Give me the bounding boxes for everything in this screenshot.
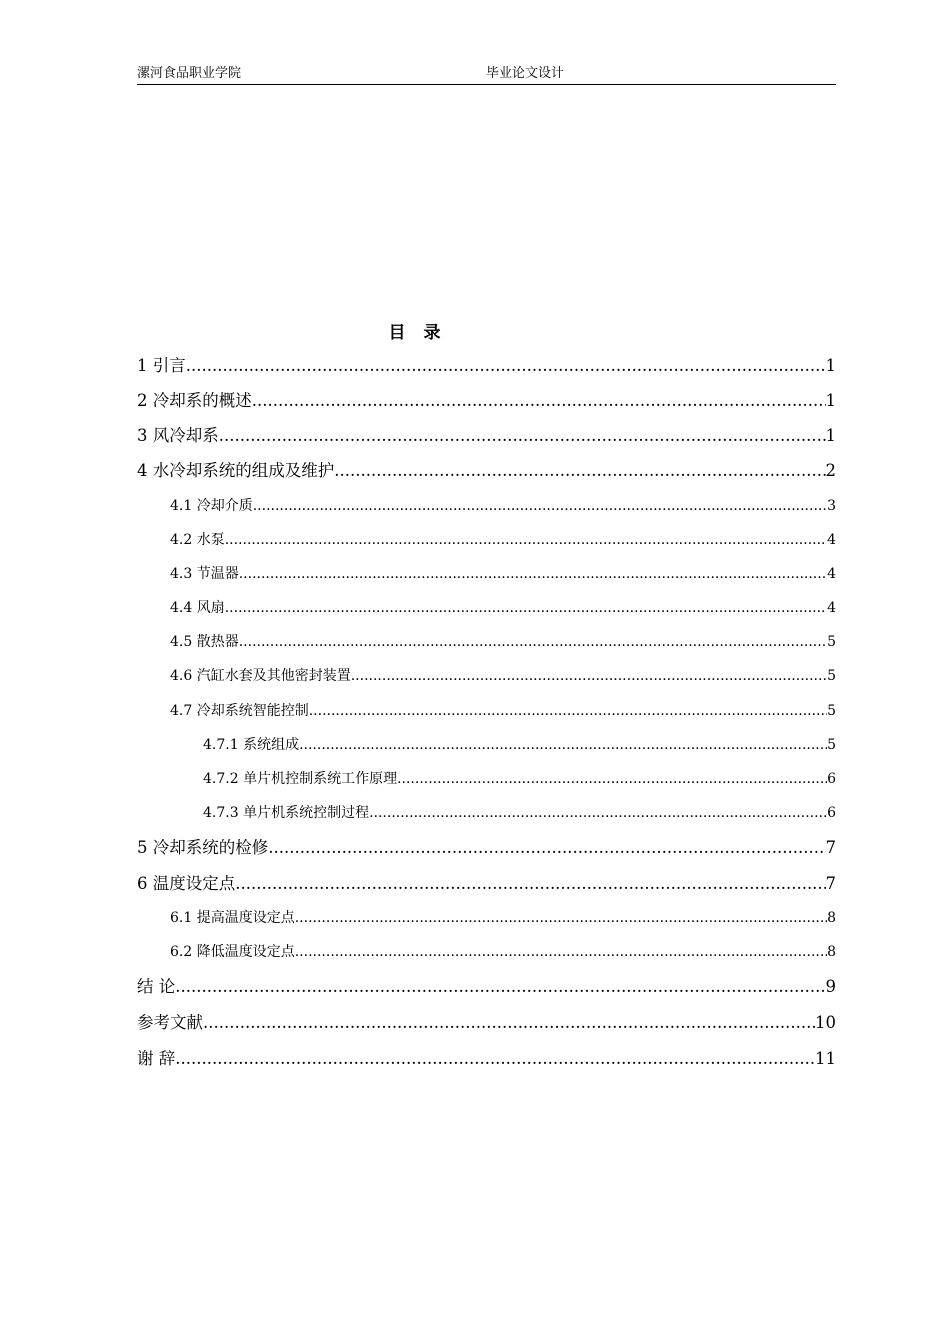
- toc-entry-page: 6: [827, 805, 836, 821]
- header-institution: 漯河食品职业学院: [137, 66, 242, 81]
- toc-leader-dots: [369, 805, 827, 821]
- toc-entry-page: 8: [827, 944, 836, 960]
- toc-leader-dots: [334, 461, 825, 480]
- toc-entry-label: 参考文献: [137, 1013, 203, 1032]
- toc-entry-label: 4.2 水泵: [170, 532, 225, 548]
- toc-entry-label: 结 论: [137, 977, 176, 996]
- toc-entry-page: 7: [825, 838, 836, 857]
- toc-entry-label: 4.7.2 单片机控制系统工作原理: [203, 771, 398, 787]
- toc-entry-page: 5: [827, 634, 836, 650]
- toc-entry[interactable]: [137, 352, 836, 374]
- toc-entry-page: 5: [827, 703, 836, 719]
- toc-leader-dots: [351, 668, 827, 684]
- toc-leader-dots: [225, 532, 827, 548]
- toc-entry[interactable]: [137, 387, 836, 409]
- toc-entry[interactable]: [137, 973, 836, 995]
- toc-entry-page: 2: [825, 461, 836, 480]
- toc-leader-dots: [186, 356, 826, 375]
- toc-entry-page: 1: [825, 426, 836, 445]
- toc-entry[interactable]: [170, 597, 836, 615]
- toc-entry-label: 4.4 风扇: [170, 600, 225, 616]
- toc-entry[interactable]: [170, 941, 836, 959]
- toc-entry-page: 3: [827, 498, 836, 514]
- toc-entry-page: 9: [825, 977, 836, 996]
- toc-entry-page: 4: [827, 566, 836, 582]
- toc-entry-label: 2 冷却系的概述: [137, 391, 252, 410]
- toc-entry-page: 5: [827, 668, 836, 684]
- toc-entry-label: 谢 辞: [137, 1049, 176, 1068]
- toc-leader-dots: [203, 1013, 815, 1032]
- toc-leader-dots: [253, 498, 827, 514]
- toc-leader-dots: [175, 977, 825, 996]
- toc-entry[interactable]: [137, 834, 836, 856]
- toc-entry[interactable]: [137, 870, 836, 892]
- toc-leader-dots: [397, 771, 827, 787]
- toc-entry[interactable]: [170, 529, 836, 547]
- toc-title: 目 录: [388, 323, 447, 343]
- toc-entry[interactable]: [137, 1045, 836, 1067]
- toc-entry-label: 4.7.1 系统组成: [203, 737, 300, 753]
- toc-entry-label: 4.7.3 单片机系统控制过程: [203, 805, 370, 821]
- toc-entry-label: 6.2 降低温度设定点: [170, 944, 295, 960]
- toc-entry[interactable]: [203, 734, 836, 752]
- toc-entry-label: 3 风冷却系: [137, 426, 219, 445]
- toc-entry[interactable]: [170, 563, 836, 581]
- toc-entry[interactable]: [170, 907, 836, 925]
- toc-leader-dots: [239, 634, 827, 650]
- toc-entry-label: 4.7 冷却系统智能控制: [170, 703, 309, 719]
- toc-leader-dots: [252, 391, 826, 410]
- toc-entry[interactable]: [137, 422, 836, 444]
- header-doc-type: 毕业论文设计: [486, 66, 565, 81]
- toc-leader-dots: [225, 600, 827, 616]
- toc-entry[interactable]: [203, 802, 836, 820]
- toc-entry[interactable]: [170, 631, 836, 649]
- toc-entry-label: 4.5 散热器: [170, 634, 239, 650]
- toc-entry-label: 1 引言: [137, 356, 186, 375]
- toc-entry[interactable]: [137, 1009, 836, 1031]
- toc-entry-page: 1: [825, 356, 836, 375]
- toc-entry-page: 1: [825, 391, 836, 410]
- toc-entry-label: 4.3 节温器: [170, 566, 239, 582]
- toc-entry-page: 10: [815, 1013, 836, 1032]
- toc-entry[interactable]: [170, 495, 836, 513]
- toc-entry-label: 6.1 提高温度设定点: [170, 910, 295, 926]
- toc-entry-page: 5: [827, 737, 836, 753]
- toc-leader-dots: [219, 426, 826, 445]
- toc-entry-label: 4.6 汽缸水套及其他密封装置: [170, 668, 351, 684]
- toc-entry[interactable]: [170, 700, 836, 718]
- toc-entry-page: 4: [827, 532, 836, 548]
- toc-entry-label: 4.1 冷却介质: [170, 498, 253, 514]
- toc-entry-label: 4 水冷却系统的组成及维护: [137, 461, 335, 480]
- toc-entry-page: 11: [815, 1049, 836, 1068]
- toc-entry-label: 5 冷却系统的检修: [137, 838, 269, 857]
- toc-leader-dots: [235, 874, 825, 893]
- toc-leader-dots: [295, 910, 827, 926]
- toc-entry[interactable]: [170, 665, 836, 683]
- page-header: [137, 66, 836, 85]
- toc-leader-dots: [268, 838, 825, 857]
- toc-leader-dots: [309, 703, 827, 719]
- toc-entry[interactable]: [203, 768, 836, 786]
- toc-entry-page: 4: [827, 600, 836, 616]
- toc-entry-label: 6 温度设定点: [137, 874, 236, 893]
- toc-leader-dots: [295, 944, 827, 960]
- toc-entry-page: 6: [827, 771, 836, 787]
- toc-entry[interactable]: [137, 457, 836, 479]
- toc-leader-dots: [299, 737, 827, 753]
- toc-entry-page: 7: [825, 874, 836, 893]
- toc-leader-dots: [175, 1049, 815, 1068]
- toc-leader-dots: [239, 566, 827, 582]
- toc-entry-page: 8: [827, 910, 836, 926]
